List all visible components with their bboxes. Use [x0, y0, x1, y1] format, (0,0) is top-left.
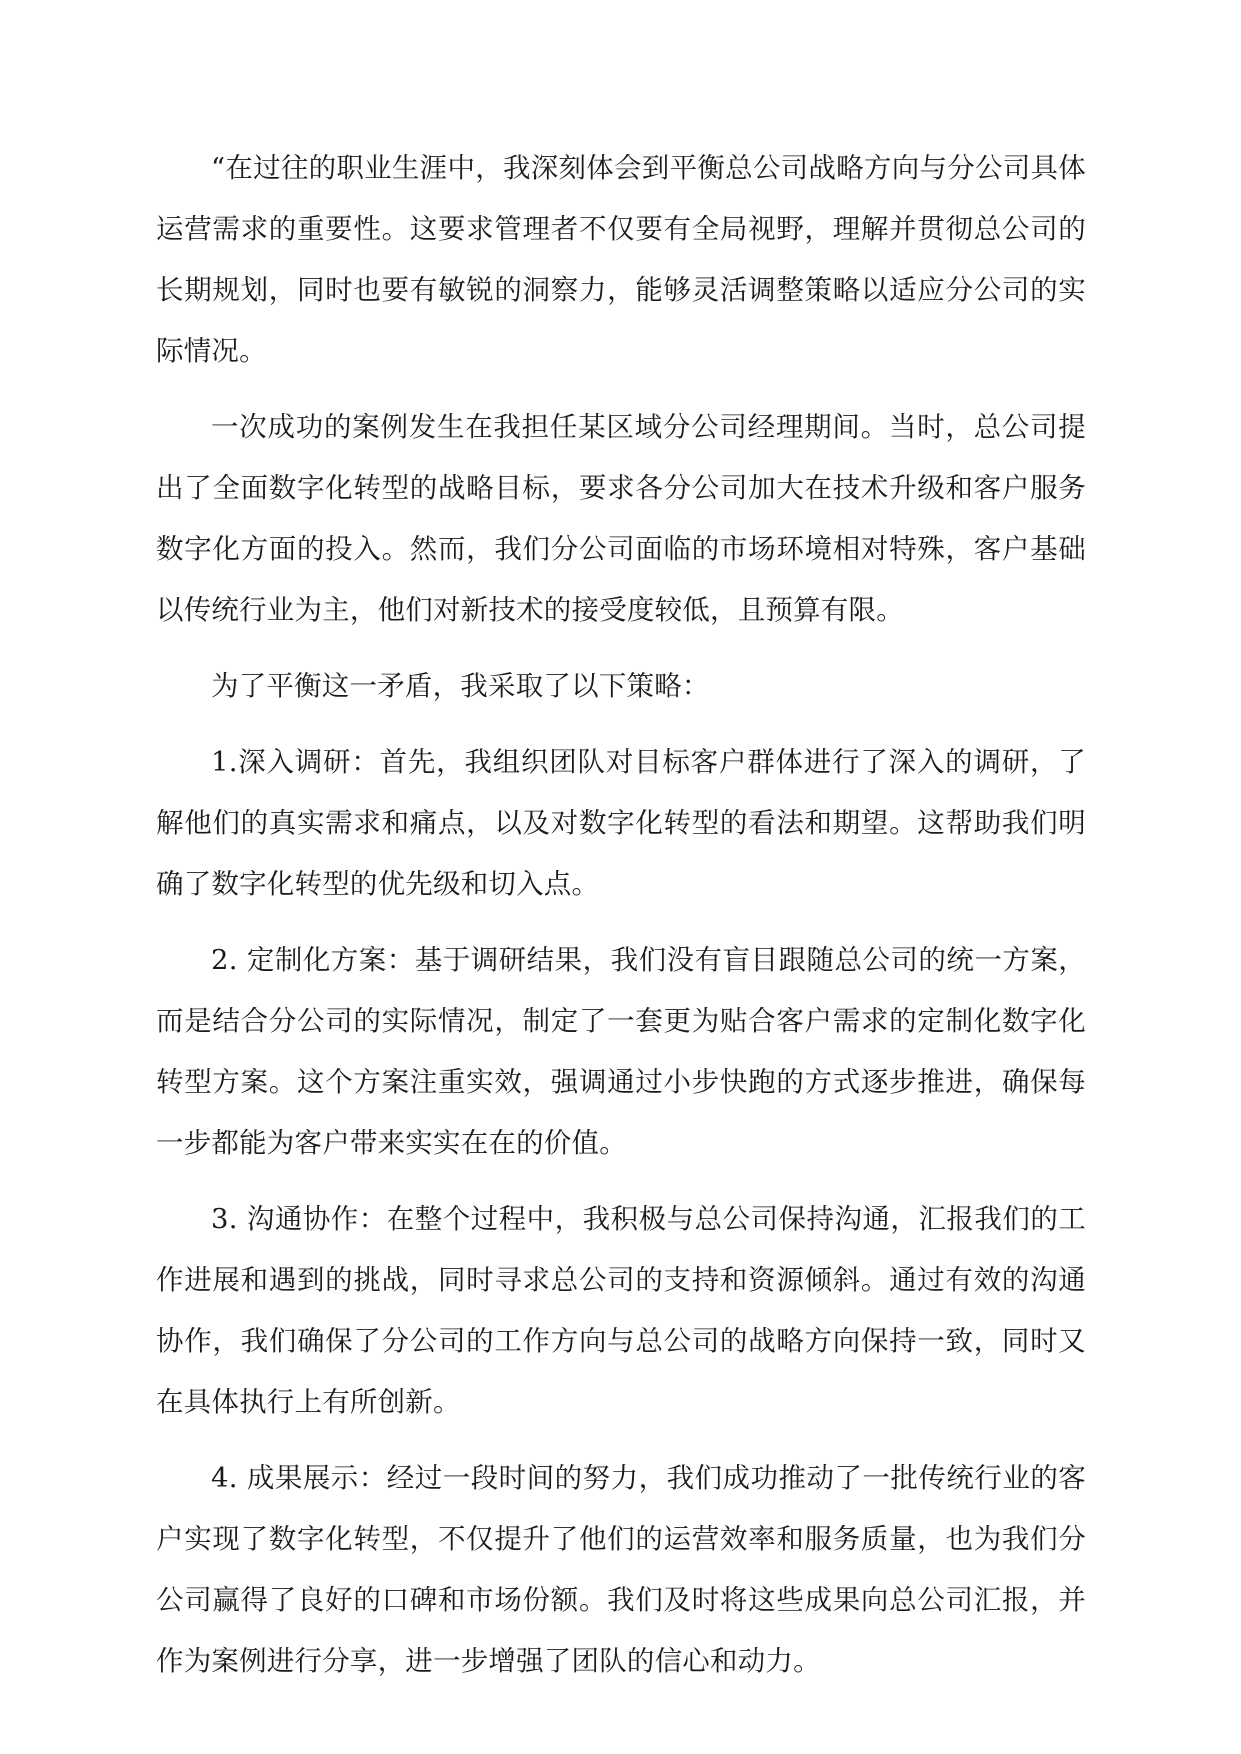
- document-body: [156, 138, 1086, 1707]
- paragraph-strategy-intro: 为了平衡这一矛盾，我采取了以下策略：: [211, 670, 710, 702]
- paragraph-intro: “在过往的职业生涯中，我深刻体会到平衡总公司战略方向与分公司具体运营需求的重要性。这要求管理者不仅要有全局视野，理解并贯彻总公司的长期规划，同时也要有敏锐的洞察力，能够灵活调整策略以适应分公司的实际情况。: [156, 152, 1086, 367]
- paragraph-step-results: 4. 成果展示：经过一段时间的努力，我们成功推动了一批传统行业的客户实现了数字化转型，不仅提升了他们的运营效率和服务质量，也为我们分公司赢得了良好的口碑和市场份额。我们及时将这些成果向总公司汇报，并作为案例进行分享，进一步增强了团队的信心和动力。: [156, 1462, 1086, 1677]
- paragraph-step-customization: 2. 定制化方案：基于调研结果，我们没有盲目跟随总公司的统一方案，而是结合分公司的实际情况，制定了一套更为贴合客户需求的定制化数字化转型方案。这个方案注重实效，强调通过小步快跑的方式逐步推进，确保每一步都能为客户带来实实在在的价值。: [156, 944, 1086, 1159]
- paragraph-step-communication: 3. 沟通协作：在整个过程中，我积极与总公司保持沟通，汇报我们的工作进展和遇到的挑战，同时寻求总公司的支持和资源倾斜。通过有效的沟通协作，我们确保了分公司的工作方向与总公司的战略方向保持一致，同时又在具体执行上有所创新。: [156, 1203, 1086, 1418]
- paragraph-step-research: 1.深入调研：首先，我组织团队对目标客户群体进行了深入的调研，了解他们的真实需求和痛点，以及对数字化转型的看法和期望。这帮助我们明确了数字化转型的优先级和切入点。: [156, 746, 1086, 900]
- paragraph-case: 一次成功的案例发生在我担任某区域分公司经理期间。当时，总公司提出了全面数字化转型的战略目标，要求各分公司加大在技术升级和客户服务数字化方面的投入。然而，我们分公司面临的市场环境相对特殊，客户基础以传统行业为主，他们对新技术的接受度较低，且预算有限。: [156, 411, 1086, 626]
